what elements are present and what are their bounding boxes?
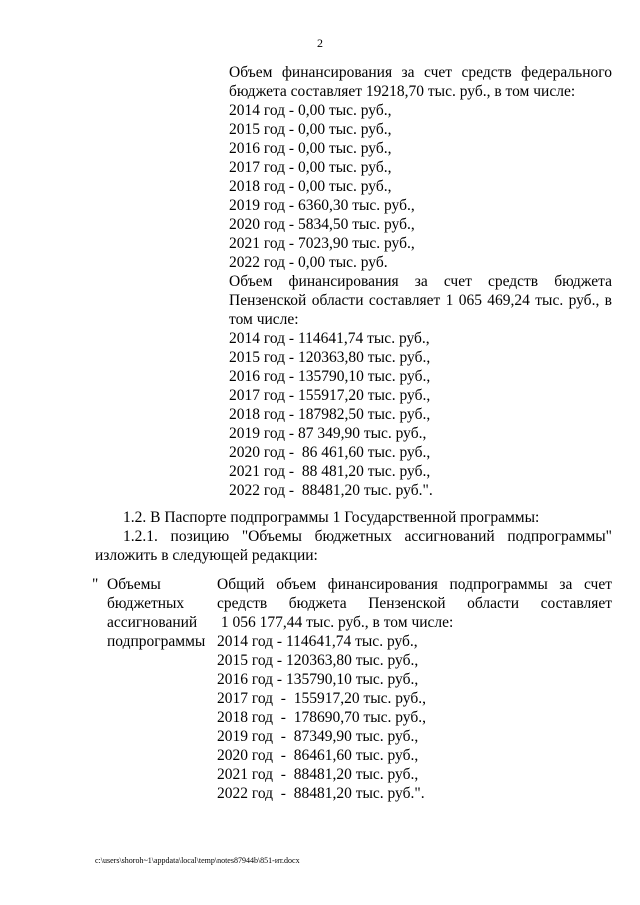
section-sub-line-1: 1.2.1. позицию "Объемы бюджетных ассигнований подпрограммы" [123, 528, 612, 545]
table-right-intro-3: 1 056 177,44 тыс. руб., в том числе: [217, 614, 454, 631]
federal-year-2017: 2017 год - 0,00 тыс. руб., [229, 159, 392, 176]
federal-year-2019: 2019 год - 6360,30 тыс. руб., [229, 197, 415, 214]
page-number: 2 [317, 36, 323, 50]
table-year-2018: 2018 год - 178690,70 тыс. руб., [217, 709, 426, 726]
table-right-intro-2: средств бюджета Пензенской области составляет [217, 595, 612, 612]
regional-year-2014: 2014 год - 114641,74 тыс. руб., [229, 330, 430, 347]
regional-intro-line-3: том числе: [229, 311, 299, 328]
regional-year-2017: 2017 год - 155917,20 тыс. руб., [229, 387, 431, 404]
table-left-line-4: подпрограммы [107, 633, 206, 650]
section-sub-line-2: изложить в следующей редакции: [95, 547, 318, 564]
regional-intro-line-2: Пензенской области составляет 1 065 469,24 тыс. руб., в [229, 292, 612, 309]
table-year-2019: 2019 год - 87349,90 тыс. руб., [217, 728, 419, 745]
table-open-quote: " [92, 576, 99, 593]
federal-year-2021: 2021 год - 7023,90 тыс. руб., [229, 235, 415, 252]
federal-year-2018: 2018 год - 0,00 тыс. руб., [229, 178, 392, 195]
regional-year-2020: 2020 год - 86 461,60 тыс. руб., [229, 444, 431, 461]
table-left-line-2: бюджетных [107, 595, 185, 612]
table-left-line-3: ассигнований [107, 614, 198, 631]
table-right-intro-1: Общий объем финансирования подпрограммы за счет [217, 576, 612, 593]
table-left-line-1: Объемы [107, 576, 161, 593]
regional-year-2019: 2019 год - 87 349,90 тыс. руб., [229, 425, 427, 442]
regional-year-2021: 2021 год - 88 481,20 тыс. руб., [229, 463, 431, 480]
regional-intro-line-1: Объем финансирования за счет средств бюджета [229, 273, 612, 290]
federal-year-2020: 2020 год - 5834,50 тыс. руб., [229, 216, 415, 233]
federal-year-2015: 2015 год - 0,00 тыс. руб., [229, 121, 392, 138]
federal-intro-line-2: бюджета составляет 19218,70 тыс. руб., в том числе: [229, 83, 576, 100]
federal-year-2022: 2022 год - 0,00 тыс. руб. [229, 254, 388, 271]
regional-year-2016: 2016 год - 135790,10 тыс. руб., [229, 368, 431, 385]
table-year-2022: 2022 год - 88481,20 тыс. руб.". [217, 785, 425, 802]
federal-intro-line-1: Объем финансирования за счет средств федерального [229, 64, 612, 81]
table-year-2017: 2017 год - 155917,20 тыс. руб., [217, 690, 426, 707]
regional-year-2018: 2018 год - 187982,50 тыс. руб., [229, 406, 431, 423]
table-year-2021: 2021 год - 88481,20 тыс. руб., [217, 766, 419, 783]
federal-year-2014: 2014 год - 0,00 тыс. руб., [229, 102, 392, 119]
table-year-2020: 2020 год - 86461,60 тыс. руб., [217, 747, 419, 764]
file-path-footer: c:\users\shoroh~1\appdata\local\temp\notes87944b\851-ит.docx [95, 856, 300, 865]
table-year-2016: 2016 год - 135790,10 тыс. руб., [217, 671, 419, 688]
table-year-2015: 2015 год - 120363,80 тыс. руб., [217, 652, 419, 669]
regional-year-2015: 2015 год - 120363,80 тыс. руб., [229, 349, 431, 366]
federal-year-2016: 2016 год - 0,00 тыс. руб., [229, 140, 392, 157]
section-heading: 1.2. В Паспорте подпрограммы 1 Государственной программы: [123, 509, 540, 526]
table-year-2014: 2014 год - 114641,74 тыс. руб., [217, 633, 418, 650]
regional-year-2022: 2022 год - 88481,20 тыс. руб.". [229, 482, 433, 499]
